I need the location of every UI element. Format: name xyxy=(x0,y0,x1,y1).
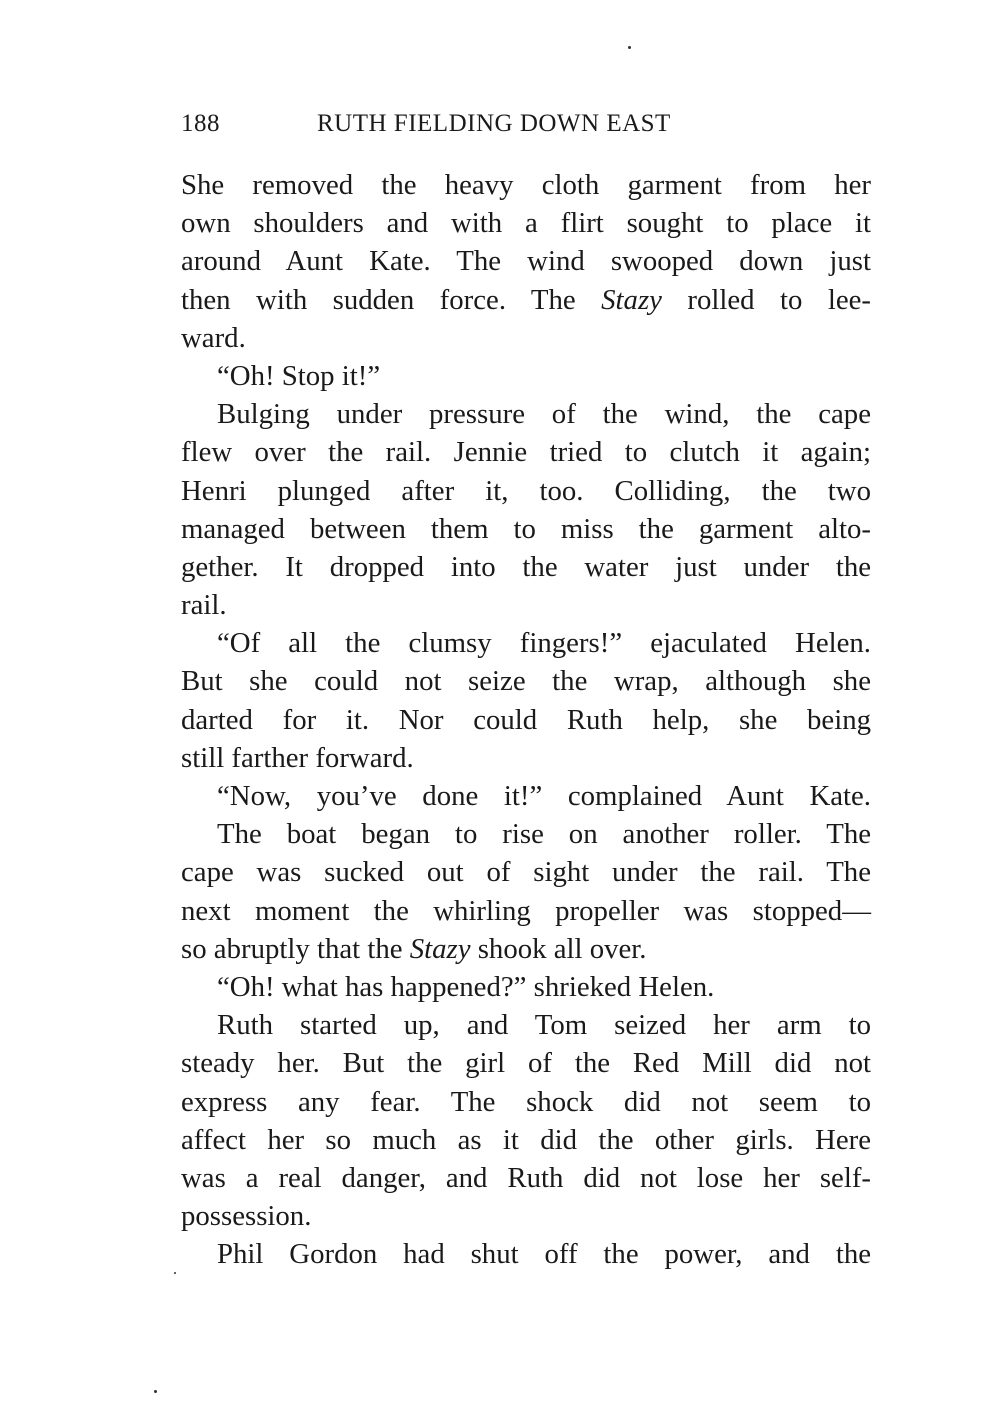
text-line: express any fear. The shock did not seem to xyxy=(181,1085,871,1118)
text-line: rail. xyxy=(181,589,227,622)
scan-speck xyxy=(628,46,631,49)
text-line: Bulging under pressure of the wind, the cape xyxy=(217,398,871,431)
text-line: ward. xyxy=(181,321,246,354)
scan-speck xyxy=(174,1272,176,1274)
body-text xyxy=(181,166,871,1273)
running-head: RUTH FIELDING DOWN EAST xyxy=(317,110,671,137)
text-line: She removed the heavy cloth garment from her xyxy=(181,169,871,201)
text-line: “Of all the clumsy fingers!” ejaculated Helen. xyxy=(217,627,871,660)
text-line xyxy=(181,930,871,968)
text-fragment: so abruptly that the xyxy=(181,932,410,965)
text-line: next moment the whirling propeller was stopped— xyxy=(181,894,871,927)
text-line: Ruth started up, and Tom seized her arm to xyxy=(217,1009,871,1042)
text-line: darted for it. Nor could Ruth help, she being xyxy=(181,703,871,736)
text-line: affect her so much as it did the other girls. Here xyxy=(181,1123,871,1156)
text-line: “Oh! what has happened?” shrieked Helen. xyxy=(217,970,715,1003)
text-line: was a real danger, and Ruth did not lose her self- xyxy=(181,1161,871,1194)
text-line: own shoulders and with a flirt sought to place it xyxy=(181,207,871,240)
text-line: The boat began to rise on another roller. The xyxy=(217,818,871,851)
boat-name: Stazy xyxy=(409,932,471,965)
text-line: “Oh! Stop it!” xyxy=(217,359,381,392)
text-line: But she could not seize the wrap, although she xyxy=(181,665,871,698)
text-line: managed between them to miss the garment alto- xyxy=(181,512,871,545)
text-line: flew over the rail. Jennie tried to clutch it again; xyxy=(181,436,871,469)
boat-name: Stazy xyxy=(601,283,662,316)
text-fragment: rolled to lee- xyxy=(661,283,871,316)
text-line: Phil Gordon had shut off the power, and the xyxy=(217,1238,871,1271)
scan-speck xyxy=(154,1390,157,1393)
text-fragment: shook all over. xyxy=(470,932,647,965)
text-line: “Now, you’ve done it!” complained Aunt Kate. xyxy=(217,780,871,812)
page-header xyxy=(181,110,871,146)
text-fragment: then with sudden force. The xyxy=(181,283,602,316)
page-number: 188 xyxy=(181,110,220,137)
text-line: steady her. But the girl of the Red Mill did not xyxy=(181,1047,871,1080)
text-line: around Aunt Kate. The wind swooped down just xyxy=(181,245,871,278)
text-line xyxy=(181,281,871,319)
text-line: Henri plunged after it, too. Colliding, the two xyxy=(181,474,871,507)
text-line: still farther forward. xyxy=(181,741,414,774)
text-line: possession. xyxy=(181,1200,312,1233)
text-line: cape was sucked out of sight under the rail. The xyxy=(181,856,871,889)
text-line: gether. It dropped into the water just under the xyxy=(181,550,871,583)
